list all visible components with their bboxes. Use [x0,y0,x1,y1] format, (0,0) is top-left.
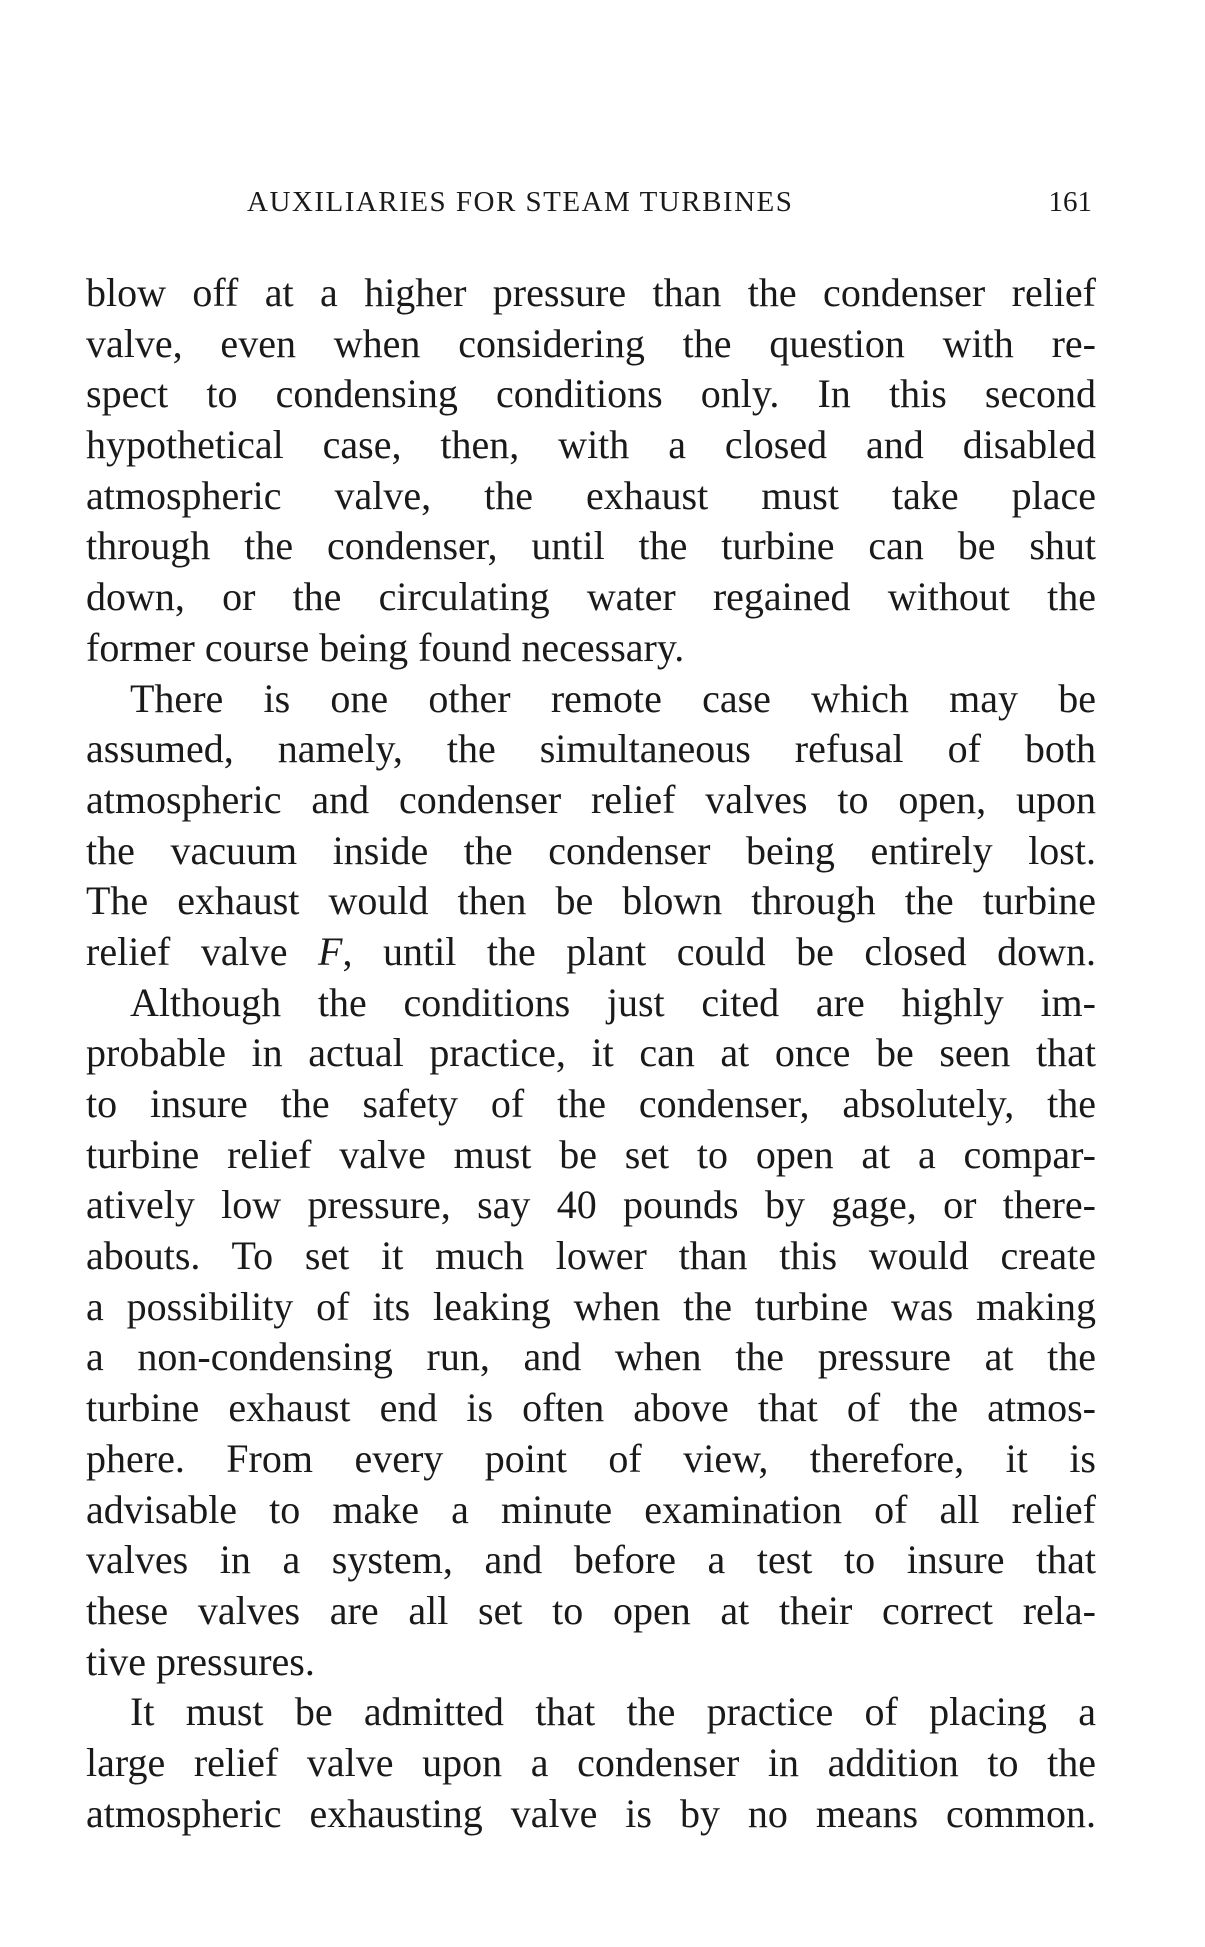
text-line [86,1231,1096,1282]
text-line-content: atmospheric and condenser relief valves to open, upon [86,776,1096,822]
page-number: 161 [1048,186,1092,218]
text-line-content: assumed, namely, the simultaneous refusal of both [86,726,1096,772]
text-line [86,927,1096,978]
text-line-content: to insure the safety of the condenser, absolutely, the [86,1081,1096,1126]
text-line-content: a non-condensing run, and when the pressure at the [86,1334,1096,1380]
text-line-content: the vacuum inside the condenser being entirely lost. [86,827,1096,873]
text-line [86,369,1096,420]
text-line-content: The exhaust would then be blown through the turbine [86,878,1096,924]
text-line [86,1079,1096,1130]
text-line [86,319,1096,370]
text-line [86,826,1096,877]
running-head-title: AUXILIARIES FOR STEAM TURBINES [247,186,794,218]
text-line-content: atmospheric exhausting valve is by no means common. [86,1790,1096,1836]
text-line [86,1485,1096,1536]
text-line-content: large relief valve upon a condenser in addition to the [86,1739,1096,1785]
text-line-content: these valves are all set to open at their correct rela- [86,1587,1096,1633]
text-line [86,724,1096,775]
text-line-content: through the condenser, until the turbine can be shut [86,523,1096,569]
text-line [86,1434,1096,1485]
text-line-content: Although the conditions just cited are highly im- [130,979,1096,1025]
text-line [86,1535,1096,1586]
text-line [86,420,1096,471]
text-line [86,623,1096,674]
text-line-content: atmospheric valve, the exhaust must take place [86,472,1096,518]
text-line [86,876,1096,927]
body-text [86,268,1096,1839]
text-line [86,674,1096,725]
text-line [86,1130,1096,1181]
text-line-content: down, or the circulating water regained without the [86,574,1096,620]
text-line-content: turbine relief valve must be set to open at a compar- [86,1131,1096,1177]
text-line [86,572,1096,623]
text-line [86,1028,1096,1079]
text-line-content: tive pressures. [86,1638,315,1684]
text-line [86,978,1096,1029]
text-line [86,268,1096,319]
text-line-content: spect to condensing conditions only. In this second [86,371,1096,417]
text-line-content: atively low pressure, say 40 pounds by gage, or there- [86,1182,1096,1228]
text-line-content: turbine exhaust end is often above that of the atmos- [86,1385,1096,1431]
text-line [86,1586,1096,1637]
text-line-content: valves in a system, and before a test to insure that [86,1537,1096,1583]
text-line [86,1332,1096,1383]
text-line-content: blow off at a higher pressure than the condenser relief [86,270,1096,315]
text-line [86,1383,1096,1434]
text-line-content: There is one other remote case which may be [130,675,1096,721]
text-line-content: abouts. To set it much lower than this would create [86,1233,1096,1279]
text-line-content: phere. From every point of view, therefore, it is [86,1435,1096,1481]
text-line-content: former course being found necessary. [86,624,685,670]
text-line [86,1637,1096,1688]
text-line [86,471,1096,522]
text-line-content: advisable to make a minute examination of all relief [86,1486,1096,1532]
text-line-content: hypothetical case, then, with a closed and disabled [86,422,1096,468]
text-line-content: It must be admitted that the practice of placing a [130,1689,1096,1735]
text-line-content: a possibility of its leaking when the turbine was making [86,1283,1096,1329]
text-line-content: relief valve F, until the plant could be closed down. [86,928,1097,974]
text-line-content: valve, even when considering the question with re- [86,320,1096,366]
text-line [86,775,1096,826]
text-line [86,1789,1096,1840]
text-line [86,1687,1096,1738]
text-line [86,521,1096,572]
text-line [86,1180,1096,1231]
text-line [86,1282,1096,1333]
text-line [86,1738,1096,1789]
text-line-content: probable in actual practice, it can at once be seen that [86,1030,1096,1076]
